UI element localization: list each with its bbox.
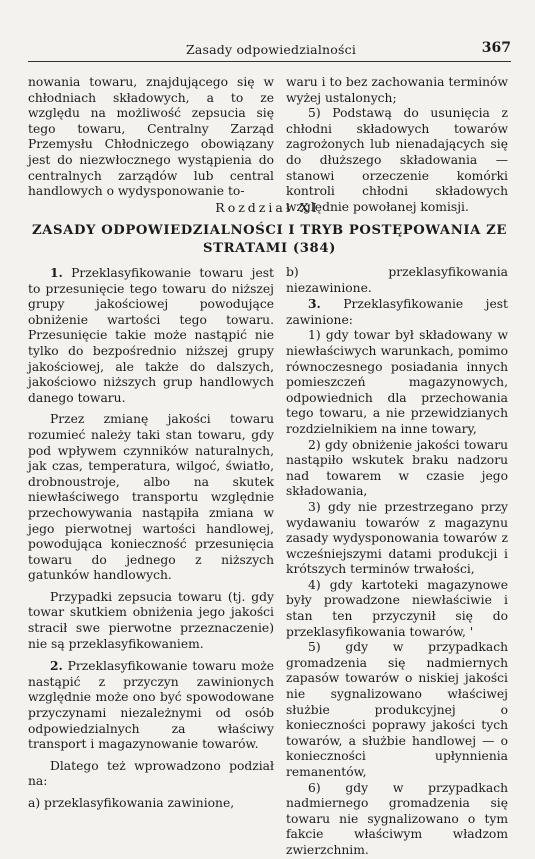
right-column [286,265,508,859]
paragraph-number: 2. [50,658,63,674]
continuation-paragraph: nowania towaru, znajdującego się w chłodniach składowych, a to ze względu na możliwość zepsucia się tego towaru, Centralny Zarząd Przemysłu Chłodniczego obowiązany jest do niezwłocznego wystąpienia do centralnych zarządów lub central handlowych o wydysponowanie to- [28,75,274,199]
paragraph-4: 2. Przeklasyfikowanie towaru może nastąpić z przyczyn zawinionych względnie może ono być spowodowane przyczynami niezależnymi od osób odpowiedzialnych za właściwy transport i magazynowanie towarów. [28,658,274,752]
list-item-6: 6) gdy w przypadkach nadmiernego gromadzenia się towaru nie sygnalizowano o tym fakcie właściwym władzom zwierzchnim. [286,780,508,857]
list-item-1: 1) gdy towar był składowany w niewłaściwych warunkach, pomimo równoczesnego posiadania innych pomieszczeń magazynowych, odpowiednich dla przechowania tego towaru, a nie przewidzianych rozdzielnikiem na inne towary, [286,328,508,436]
paragraph-number: 3. [308,296,321,312]
header-rule [28,61,511,62]
paragraph-5: Dlatego też wprowadzono podział na: [28,758,274,789]
list-item-b: b) przeklasyfikowania niezawinione. [286,265,508,295]
chapter-label: Rozdział XI [215,200,320,215]
paragraph-1: 1. Przeklasyfikowanie towaru jest to przesunięcie tego towaru do niższej grupy jakościowej powodujące obniżenie wartości tego towaru. Przesunięcie takie może nastąpić nie tylko do bezpośrednio niższej grupy jakościowej, ale także do dalszych, jakościowo niższych grup handlowych danego towaru. [28,265,274,405]
list-item-2: 2) gdy obniżenie jakości towaru nastąpiło wskutek braku nadzoru nad towarem w czasie jego składowania, [286,437,508,499]
continuation-paragraph: waru i to bez zachowania terminów wyżej ustalonych; [286,75,508,105]
top-right-column [286,75,508,215]
list-item-4: 4) gdy kartoteki magazynowe były prowadzone niewłaściwie i stan ten przyczynił się do przeklasyfikowania towarów, ' [286,577,508,639]
paragraph-3-heading: 3. Przeklasyfikowanie jest zawinione: [286,296,508,327]
paragraph-number: 1. [50,265,63,280]
running-header [28,40,511,60]
point-5: 5) Podstawą do usunięcia z chłodni składowych towarów zagrożonych lub nienadających się do dłuższego składowania — stanowi orzeczenie komórki kontroli chłodni składowych względnie powołanej komisji. [286,106,508,214]
list-item-5: 5) gdy w przypadkach gromadzenia się nadmiernych zapasów towarów o niskiej jakości nie sygnalizowano właściwej służbie produkcyjnej o konieczności poprawy jakości tych towarów, a służbie handlowej — o konieczności upłynnienia remanentów, [286,640,508,779]
list-item-a: a) przeklasyfikowania zawinione, [28,796,235,810]
paragraph-2: Przez zmianę jakości towaru rozumieć należy taki stan towaru, gdy pod wpływem czynników naturalnych, jak czas, temperatura, wilgoć, światło, drobnoustroje, albo na skutek niewłaściwego transportu względnie przechowywania nastąpiła zmiana w jego pierwotnej wartości handlowej, powodująca konieczność przesunięcia towaru do jednego z niższych gatunków handlowych. [28,412,274,583]
list-item-3: 3) gdy nie przestrzegano przy wydawaniu towarów z magazynu zasady wydysponowania towarów z wcześniejszymi datami produkcji i krótszych terminów trwałości, [286,499,508,577]
chapter-title: ZASADY ODPOWIEDZIALNOŚCI I TRYB POSTĘPOWANIA ZE STRATAMI (384) [31,223,508,256]
left-column [28,265,274,812]
page-number: 367 [481,40,511,56]
paragraph-3: Przypadki zepsucia towaru (tj. gdy towar skutkiem obniżenia jego jakości stracił swe pierwotne przeznaczenie) nie są przeklasyfikowaniem. [28,589,274,651]
top-left-column [28,75,274,200]
running-title: Zasady odpowiedzialności [186,42,357,57]
